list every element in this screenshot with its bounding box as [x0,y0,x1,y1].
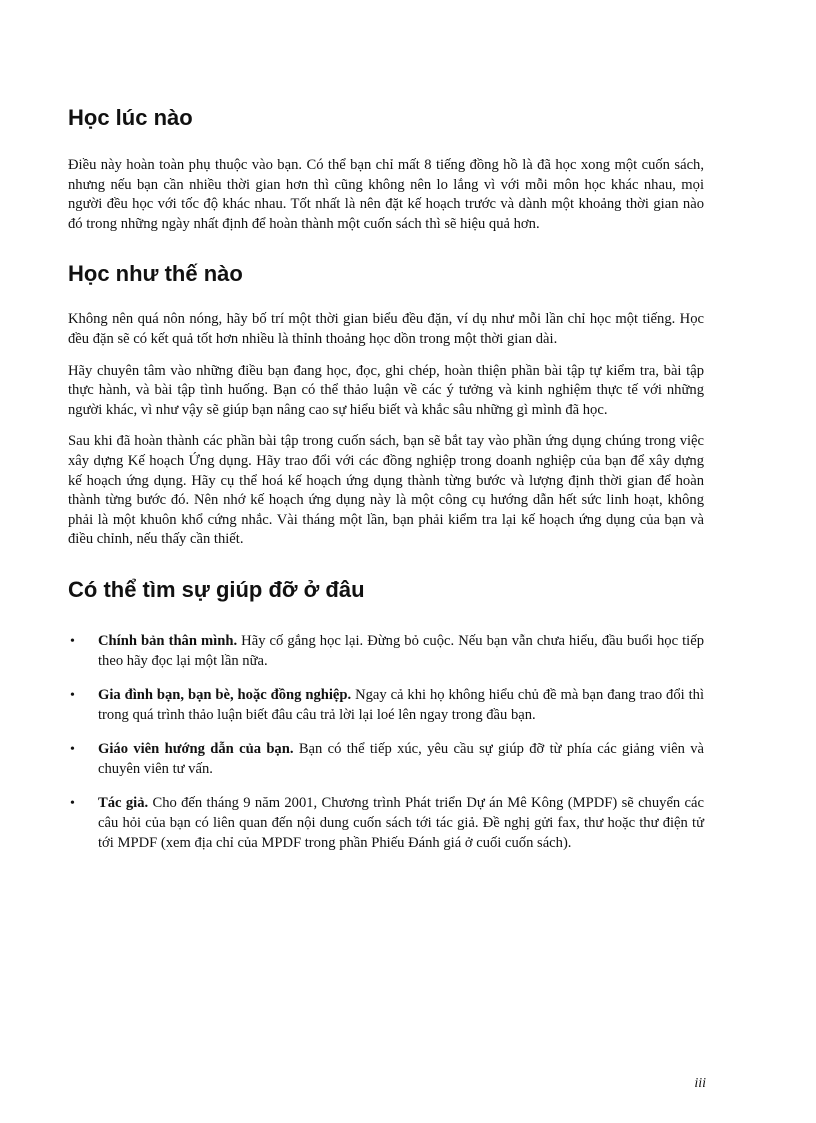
bullet-icon: • [70,633,75,649]
list-item-text: Cho đến tháng 9 năm 2001, Chương trình Phát triển Dự án Mê Kông (MPDF) sẽ chuyển các câu hỏi của bạn có liên quan đến nội dung cuốn sách tới tác giả. Đề nghị gửi fax, thư hoặc thư điện tử tới MPDF (xem địa chỉ của MPDF trong phần Phiếu Đánh giá ở cuối cuốn sách). [98,795,704,851]
list-item-text: Bạn có thể tiếp xúc, yêu cầu sự giúp đỡ từ phía các giảng viên và chuyên viên tư vấn. [98,741,704,777]
list-item [68,632,704,671]
list-item-text: Hãy cố gắng học lại. Đừng bỏ cuộc. Nếu bạn vẫn chưa hiểu, đầu buổi học tiếp theo hãy đọc lại một lần nữa. [98,632,704,669]
bullet-icon: • [70,688,75,704]
bullet-icon: • [70,742,75,758]
page-content [68,104,704,868]
bullet-icon: • [70,796,75,812]
paragraph-how-to-study-3: Sau khi đã hoàn thành các phần bài tập trong cuốn sách, bạn sẽ bắt tay vào phần ứng dụng chúng trong việc xây dựng Kế hoạch Ứng dụng. Hãy trao đổi với các đồng nghiệp trong doanh nghiệp của bạn để xây dựng kế hoạch ứng dụng. Hãy cụ thể hoá kế hoạch ứng dụng thành từng bước và lượng định thời gian để hoàn thành từng bước đó. Nên nhớ kế hoạch ứng dụng này là một công cụ hướng dẫn hết sức linh hoạt, không phải là một khuôn khổ cứng nhắc. Vài tháng một lần, bạn phải kiểm tra lại kế hoạch ứng dụng của bạn và điều chỉnh, nếu thấy cần thiết. [68,433,704,548]
help-sources-list [68,632,704,853]
paragraph-how-to-study-1: Không nên quá nôn nóng, hãy bố trí một thời gian biểu đều đặn, ví dụ như mỗi lần chỉ học một tiếng. Học đều đặn sẽ có kết quả tốt hơn nhiều là thỉnh thoảng học dồn trong một thời gian dài. [68,311,704,347]
list-item-lead: Gia đình bạn, bạn bè, hoặc đồng nghiệp. [98,687,352,704]
section-heading-when-to-study: Học lúc nào [68,105,193,130]
section-heading-how-to-study: Học như thế nào [68,261,243,287]
list-item-lead: Chính bản thân mình. [98,632,238,649]
list-item [68,740,704,779]
paragraph-when-to-study: Điều này hoàn toàn phụ thuộc vào bạn. Có thể bạn chỉ mất 8 tiếng đồng hồ là đã học xong một cuốn sách, nhưng nếu bạn cần nhiều thời gian hơn thì cũng không nên lo lắng vì với mỗi môn học khác nhau, mọi người đều học với tốc độ khác nhau. Tốt nhất là nên đặt kế hoạch trước và dành một khoảng thời gian nào đó trong những ngày nhất định để hoàn thành một cuốn sách thì sẽ hiệu quả hơn. [68,157,704,232]
list-item-lead: Tác giả. [98,795,149,812]
list-item [68,794,704,853]
list-item [68,686,704,725]
paragraph-how-to-study-2: Hãy chuyên tâm vào những điều bạn đang học, đọc, ghi chép, hoàn thiện phần bài tập tự kiểm tra, bài tập thực hành, và bài tập tình huống. Bạn có thể thảo luận về các ý tưởng và kinh nghiệm thực tế với những người khác, vì như vậy sẽ giúp bạn nâng cao sự hiểu biết và khắc sâu những gì mình đã học. [68,362,704,418]
list-item-lead: Giáo viên hướng dẫn của bạn. [98,741,294,758]
page-number: iii [694,1076,706,1091]
list-item-text: Ngay cả khi họ không hiểu chủ đề mà bạn đang trao đổi thì trong quá trình thảo luận biết đâu câu trả lời lại loé lên ngay trong đầu bạn. [98,687,704,723]
section-heading-where-to-get-help: Có thể tìm sự giúp đỡ ở đâu [68,576,365,602]
